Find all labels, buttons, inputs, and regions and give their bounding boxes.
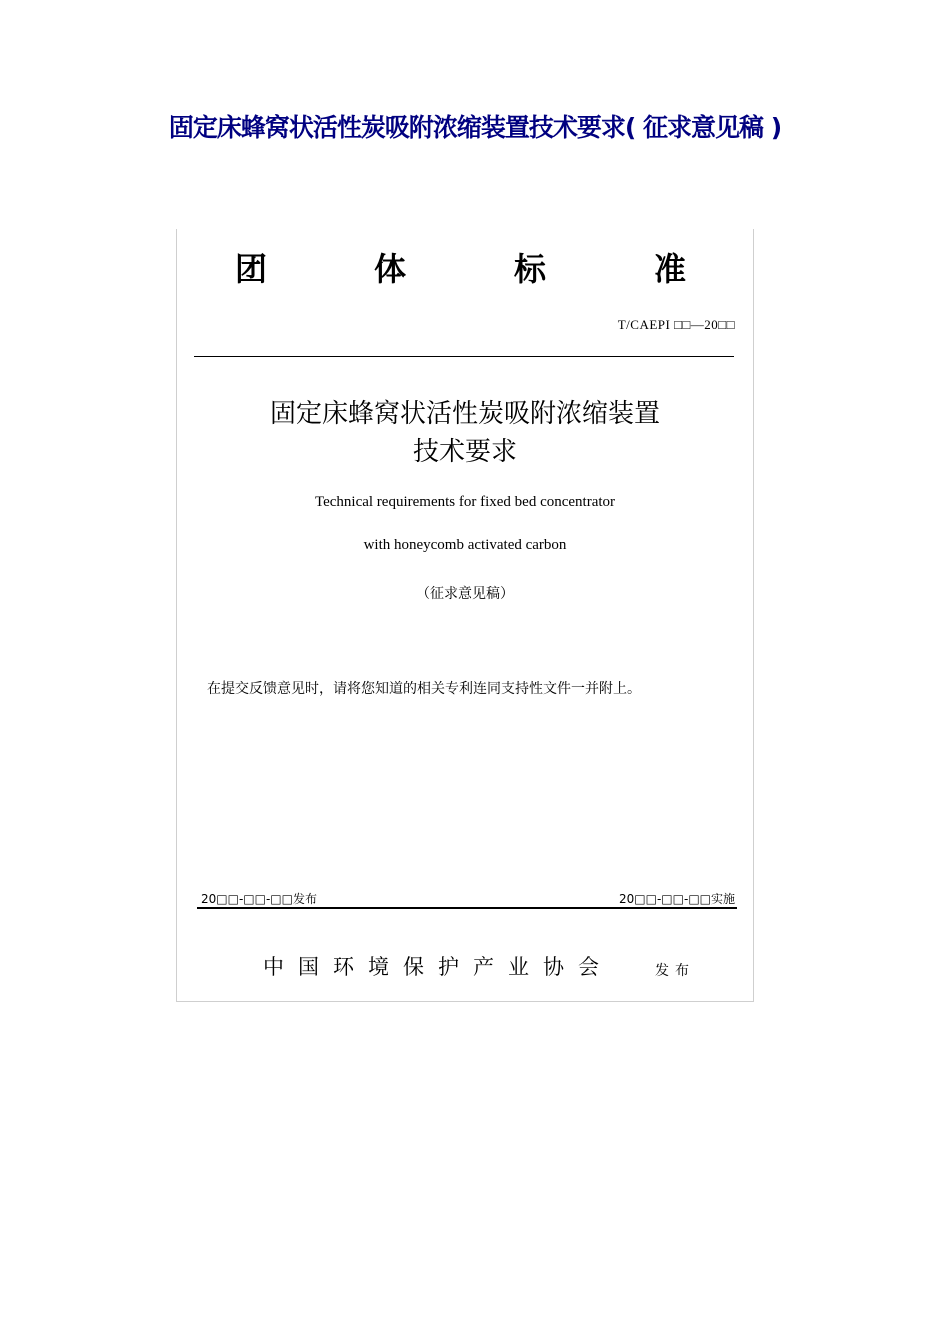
standard-number: T/CAEPI □□—20□□	[617, 317, 735, 332]
document-title: 固定床蜂窝状活性炭吸附浓缩装置技术要求( 征求意见稿 )	[168, 113, 782, 142]
header-divider	[194, 356, 734, 357]
cn-title-line2: 技术要求	[412, 437, 517, 467]
cover-heading	[177, 249, 753, 289]
heading-char: 准	[654, 250, 687, 288]
patent-notice: 在提交反馈意见时，请将您知道的相关专利连同支持性文件一并附上。	[207, 681, 641, 697]
en-title-line2: with honeycomb activated carbon	[363, 537, 567, 553]
en-title-line1: Technical requirements for fixed bed concentrator	[314, 494, 616, 510]
implementation-date: 20□□-□□-□□实施	[619, 892, 735, 906]
issue-date: 20□□-□□-□□发布	[201, 892, 317, 906]
publish-label: 发布	[655, 963, 695, 979]
heading-char: 团	[235, 250, 268, 288]
publisher-name: 中国环境保护产业协会	[263, 955, 613, 979]
footer-divider	[197, 907, 737, 909]
heading-char: 体	[374, 250, 407, 288]
heading-char: 标	[514, 250, 547, 288]
cn-title-line1: 固定床蜂窝状活性炭吸附浓缩装置	[269, 399, 660, 429]
draft-label: （征求意见稿）	[416, 586, 514, 602]
standard-cover-page	[176, 229, 754, 1002]
